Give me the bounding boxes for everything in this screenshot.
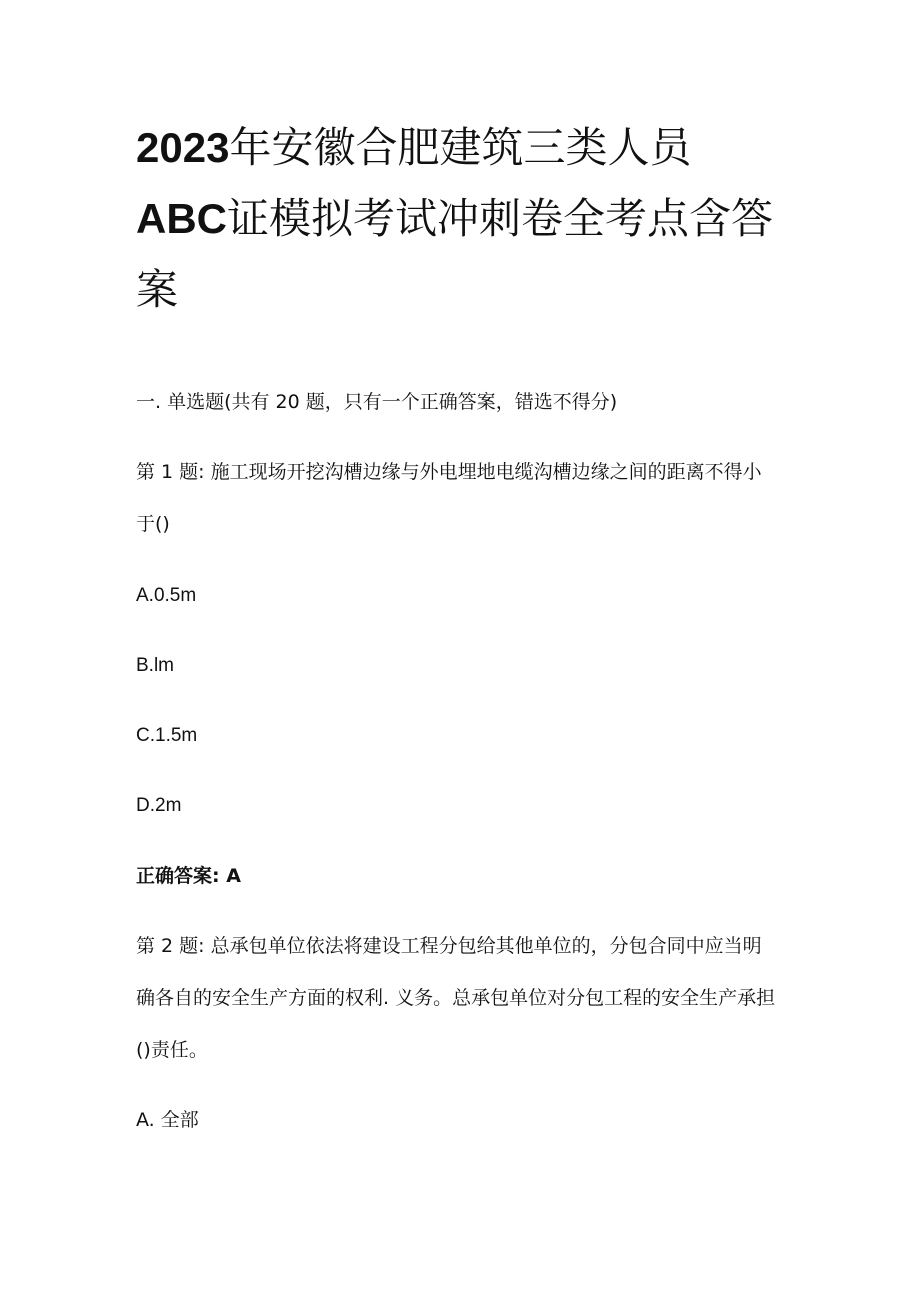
question-1-option-b: B.lm xyxy=(136,655,174,676)
title-line1-text: 年安徽合肥建筑三类人员 xyxy=(229,123,692,172)
title-year: 2023 xyxy=(136,124,230,171)
question-1-text: 第 1 题: 施工现场开挖沟槽边缘与外电埋地电缆沟槽边缘之间的距离不得小于() xyxy=(136,461,762,535)
question-2-option-a: A. 全部 xyxy=(136,1109,199,1131)
question-1-option-c: C.1.5m xyxy=(136,725,198,746)
title-abc: ABC xyxy=(136,195,227,242)
document-title xyxy=(136,112,796,325)
question-2-text: 第 2 题: 总承包单位依法将建设工程分包给其他单位的，分包合同中应当明确各自的安全生产方面的权利. 义务。总承包单位对分包工程的安全生产承担()责任。 xyxy=(136,935,776,1061)
section-heading: 一. 单选题(共有 20 题，只有一个正确答案，错选不得分) xyxy=(136,391,618,413)
question-1-answer: 正确答案: A xyxy=(136,865,241,887)
question-1-option-d: D.2m xyxy=(136,795,182,816)
question-1-option-a: A.0.5m xyxy=(136,585,197,606)
title-line2-text: 证模拟考试冲刺卷全考点含答案 xyxy=(136,194,774,314)
